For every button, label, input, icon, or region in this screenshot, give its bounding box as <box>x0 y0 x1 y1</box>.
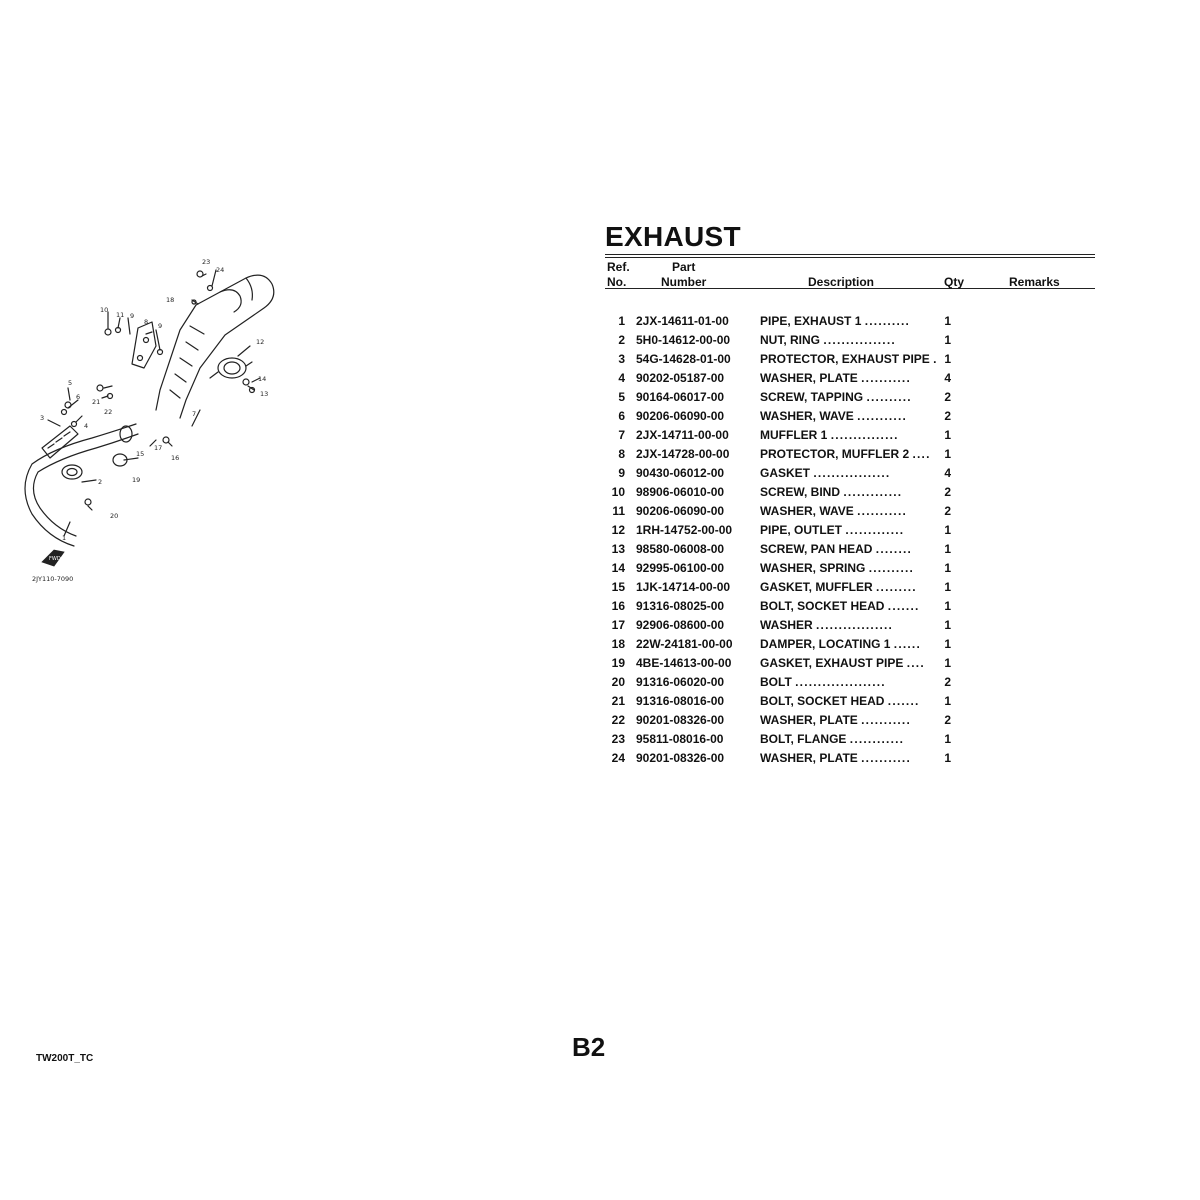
part-number: 90206-06090-00 <box>636 503 725 518</box>
part-description <box>760 729 938 748</box>
part-description <box>760 463 938 482</box>
parts-row <box>605 710 958 729</box>
part-description <box>760 311 938 330</box>
leader-dots: .......... <box>864 313 911 328</box>
part-number: 92906-08600-00 <box>636 617 725 632</box>
leader-dots: ................ <box>823 332 896 347</box>
page-number: B2 <box>572 1032 606 1062</box>
ref-number: 19 <box>611 655 625 670</box>
svg-text:9: 9 <box>130 312 135 320</box>
exploded-parts-diagram <box>20 250 310 600</box>
quantity: 2 <box>944 712 952 727</box>
parts-row <box>605 596 958 615</box>
description-text: PROTECTOR, MUFFLER 2 <box>760 446 910 461</box>
quantity: 1 <box>944 427 952 442</box>
description-text: PROTECTOR, EXHAUST PIPE <box>760 351 930 366</box>
quantity: 4 <box>944 370 952 385</box>
footer-code: TW200T_TC <box>36 1053 94 1064</box>
leader-dots: ........... <box>857 408 908 423</box>
parts-row <box>605 672 958 691</box>
quantity: 1 <box>944 351 952 366</box>
leader-dots: .......... <box>866 389 912 404</box>
description-text: WASHER, PLATE <box>760 370 858 385</box>
leader-dots: ...... <box>893 636 922 651</box>
part-description <box>760 387 938 406</box>
parts-row <box>605 387 958 406</box>
ref-number: 2 <box>618 332 625 347</box>
part-number: 90201-08326-00 <box>636 750 725 765</box>
svg-text:17: 17 <box>154 444 163 452</box>
svg-text:20: 20 <box>110 512 119 520</box>
part-description <box>760 425 938 444</box>
ref-number: 8 <box>618 446 625 461</box>
parts-row <box>605 691 958 710</box>
description-text: WASHER, PLATE <box>760 750 858 765</box>
part-number: 90206-06090-00 <box>636 408 725 423</box>
page-title: EXHAUST <box>605 221 741 252</box>
part-description <box>760 406 938 425</box>
part-number: 90201-08326-00 <box>636 712 725 727</box>
leader-dots: ........... <box>861 712 911 727</box>
parts-row <box>605 653 958 672</box>
part-number: 92995-06100-00 <box>636 560 725 575</box>
part-description <box>760 482 938 501</box>
quantity: 1 <box>944 636 952 651</box>
ref-number: 6 <box>618 408 625 423</box>
part-description <box>760 330 938 349</box>
part-description <box>760 691 938 710</box>
parts-row <box>605 539 958 558</box>
parts-table <box>605 311 958 767</box>
quantity: 1 <box>944 313 952 328</box>
description-text: WASHER, SPRING <box>760 560 866 575</box>
part-description <box>760 539 938 558</box>
description-text: MUFFLER 1 <box>760 427 828 442</box>
leader-dots: ............. <box>845 522 905 537</box>
quantity: 1 <box>944 560 952 575</box>
leader-dots: ....... <box>887 598 920 613</box>
svg-text:16: 16 <box>171 454 180 462</box>
part-number: 98906-06010-00 <box>636 484 725 499</box>
quantity: 1 <box>944 598 952 613</box>
part-number: 54G-14628-01-00 <box>636 351 731 366</box>
parts-row <box>605 634 958 653</box>
part-number: 95811-08016-00 <box>636 731 724 746</box>
header-part-line1: Part <box>672 260 696 274</box>
parts-row <box>605 615 958 634</box>
description-text: PIPE, EXHAUST 1 <box>760 313 862 328</box>
svg-text:7: 7 <box>192 410 197 418</box>
part-number: 4BE-14613-00-00 <box>636 655 732 670</box>
ref-number: 1 <box>618 313 625 328</box>
svg-text:5: 5 <box>68 379 73 387</box>
part-number: 90164-06017-00 <box>636 389 725 404</box>
parts-row <box>605 729 958 748</box>
svg-text:24: 24 <box>216 266 225 274</box>
header-part-line2: Number <box>661 275 707 289</box>
leader-dots: .......... <box>868 560 915 575</box>
description-text: SCREW, BIND <box>760 484 841 499</box>
quantity: 1 <box>944 446 952 461</box>
part-description <box>760 653 938 672</box>
parts-table-body <box>605 311 958 767</box>
leader-dots: .... <box>912 446 931 461</box>
svg-text:3: 3 <box>40 414 45 422</box>
part-number: 2JX-14611-01-00 <box>636 313 729 328</box>
leader-dots: ........... <box>857 503 908 518</box>
svg-text:12: 12 <box>256 338 265 346</box>
svg-text:9: 9 <box>158 322 163 330</box>
parts-row <box>605 368 958 387</box>
ref-number: 5 <box>618 389 625 404</box>
leader-dots: ....... <box>887 693 920 708</box>
parts-row <box>605 577 958 596</box>
svg-text:2: 2 <box>98 478 103 486</box>
part-description <box>760 444 938 463</box>
quantity: 2 <box>944 674 952 689</box>
description-text: GASKET <box>760 465 811 480</box>
part-description <box>760 672 938 691</box>
header-description: Description <box>808 275 875 289</box>
description-text: BOLT, SOCKET HEAD <box>760 693 885 708</box>
quantity: 4 <box>944 465 952 480</box>
part-description <box>760 368 938 387</box>
part-description <box>760 615 938 634</box>
part-number: 2JX-14728-00-00 <box>636 446 730 461</box>
leader-dots: ......... <box>876 579 917 594</box>
quantity: 1 <box>944 655 952 670</box>
header-ref-line1: Ref. <box>607 260 630 274</box>
leader-dots: ............... <box>830 427 899 442</box>
ref-number: 11 <box>612 503 625 518</box>
quantity: 1 <box>944 617 952 632</box>
header-qty: Qty <box>944 275 965 289</box>
description-text: GASKET, EXHAUST PIPE <box>760 655 904 670</box>
parts-row <box>605 501 958 520</box>
part-description <box>760 558 938 577</box>
part-description <box>760 710 938 729</box>
svg-text:11: 11 <box>116 311 125 319</box>
part-number: 5H0-14612-00-00 <box>636 332 731 347</box>
parts-list <box>605 222 1095 767</box>
leader-dots: .................... <box>795 674 886 689</box>
quantity: 1 <box>944 332 952 347</box>
leader-dots: ............. <box>843 484 903 499</box>
leader-dots: ........ <box>875 541 913 556</box>
ref-number: 22 <box>611 712 625 727</box>
diagram-code: 2JY110-7090 <box>32 575 74 583</box>
description-text: WASHER, WAVE <box>760 408 854 423</box>
part-description <box>760 349 938 368</box>
quantity: 1 <box>944 693 952 708</box>
svg-text:8: 8 <box>144 318 149 326</box>
part-description <box>760 596 938 615</box>
ref-number: 16 <box>611 598 625 613</box>
ref-number: 12 <box>611 522 625 537</box>
description-text: BOLT, FLANGE <box>760 731 847 746</box>
part-number: 22W-24181-00-00 <box>636 636 733 651</box>
ref-number: 13 <box>611 541 625 556</box>
svg-text:4: 4 <box>84 422 89 430</box>
leader-dots: .... <box>906 655 925 670</box>
part-number: 2JX-14711-00-00 <box>636 427 729 442</box>
svg-text:14: 14 <box>258 375 267 383</box>
part-number: 98580-06008-00 <box>636 541 725 556</box>
header-remarks: Remarks <box>1009 275 1060 289</box>
description-text: NUT, RING <box>760 332 820 347</box>
svg-text:23: 23 <box>202 258 211 266</box>
leader-dots: ................. <box>813 465 891 480</box>
part-number: 91316-08025-00 <box>636 598 725 613</box>
quantity: 2 <box>944 389 952 404</box>
part-number: 90202-05187-00 <box>636 370 725 385</box>
ref-number: 20 <box>611 674 625 689</box>
quantity: 1 <box>944 750 952 765</box>
part-number: 90430-06012-00 <box>636 465 725 480</box>
ref-number: 9 <box>618 465 625 480</box>
parts-row <box>605 311 958 330</box>
part-number: 91316-06020-00 <box>636 674 725 689</box>
quantity: 2 <box>944 484 952 499</box>
parts-row <box>605 349 958 368</box>
leader-dots: ............ <box>849 731 905 746</box>
part-description <box>760 520 938 539</box>
ref-number: 17 <box>611 617 625 632</box>
ref-number: 24 <box>611 750 625 765</box>
svg-text:FWD: FWD <box>49 556 61 562</box>
part-description <box>760 748 938 767</box>
quantity: 1 <box>944 579 952 594</box>
svg-text:15: 15 <box>136 450 145 458</box>
quantity: 2 <box>944 503 952 518</box>
parts-row <box>605 520 958 539</box>
ref-number: 10 <box>611 484 625 499</box>
quantity: 1 <box>944 541 952 556</box>
description-text: WASHER <box>760 617 813 632</box>
svg-text:1: 1 <box>62 534 67 542</box>
part-description <box>760 634 938 653</box>
part-number: 1JK-14714-00-00 <box>636 579 731 594</box>
description-text: DAMPER, LOCATING 1 <box>760 636 891 651</box>
svg-text:19: 19 <box>132 476 141 484</box>
parts-row <box>605 748 958 767</box>
part-number: 1RH-14752-00-00 <box>636 522 733 537</box>
description-text: WASHER, PLATE <box>760 712 858 727</box>
header-ref-line2: No. <box>607 275 627 289</box>
description-text: WASHER, WAVE <box>760 503 854 518</box>
description-text: BOLT, SOCKET HEAD <box>760 598 885 613</box>
parts-row <box>605 330 958 349</box>
parts-row <box>605 444 958 463</box>
leader-dots: ................. <box>816 617 894 632</box>
ref-number: 23 <box>611 731 625 746</box>
ref-number: 14 <box>611 560 625 575</box>
description-text: PIPE, OUTLET <box>760 522 843 537</box>
ref-number: 3 <box>618 351 625 366</box>
quantity: 2 <box>944 408 952 423</box>
parts-row <box>605 482 958 501</box>
ref-number: 21 <box>611 693 625 708</box>
parts-row <box>605 425 958 444</box>
leader-dots: ........... <box>861 370 911 385</box>
ref-number: 4 <box>618 370 625 385</box>
part-description <box>760 577 938 596</box>
svg-text:18: 18 <box>166 296 175 304</box>
quantity: 1 <box>944 731 952 746</box>
description-text: SCREW, PAN HEAD <box>760 541 873 556</box>
table-header <box>605 258 1095 288</box>
parts-row <box>605 463 958 482</box>
svg-text:6: 6 <box>76 393 81 401</box>
svg-text:10: 10 <box>100 306 109 314</box>
description-text: GASKET, MUFFLER <box>760 579 873 594</box>
svg-text:22: 22 <box>104 408 113 416</box>
part-description <box>760 501 938 520</box>
ref-number: 18 <box>611 636 625 651</box>
parts-row <box>605 558 958 577</box>
ref-number: 7 <box>618 427 625 442</box>
quantity: 1 <box>944 522 952 537</box>
part-number: 91316-08016-00 <box>636 693 725 708</box>
leader-dots: ........... <box>861 750 911 765</box>
exhaust-diagram-drawing <box>20 250 310 600</box>
leader-dots: . <box>933 351 938 366</box>
ref-number: 15 <box>611 579 625 594</box>
svg-text:21: 21 <box>92 398 101 406</box>
parts-row <box>605 406 958 425</box>
svg-text:13: 13 <box>260 390 269 398</box>
description-text: SCREW, TAPPING <box>760 389 864 404</box>
description-text: BOLT <box>760 674 792 689</box>
front-arrow-icon <box>42 550 64 566</box>
